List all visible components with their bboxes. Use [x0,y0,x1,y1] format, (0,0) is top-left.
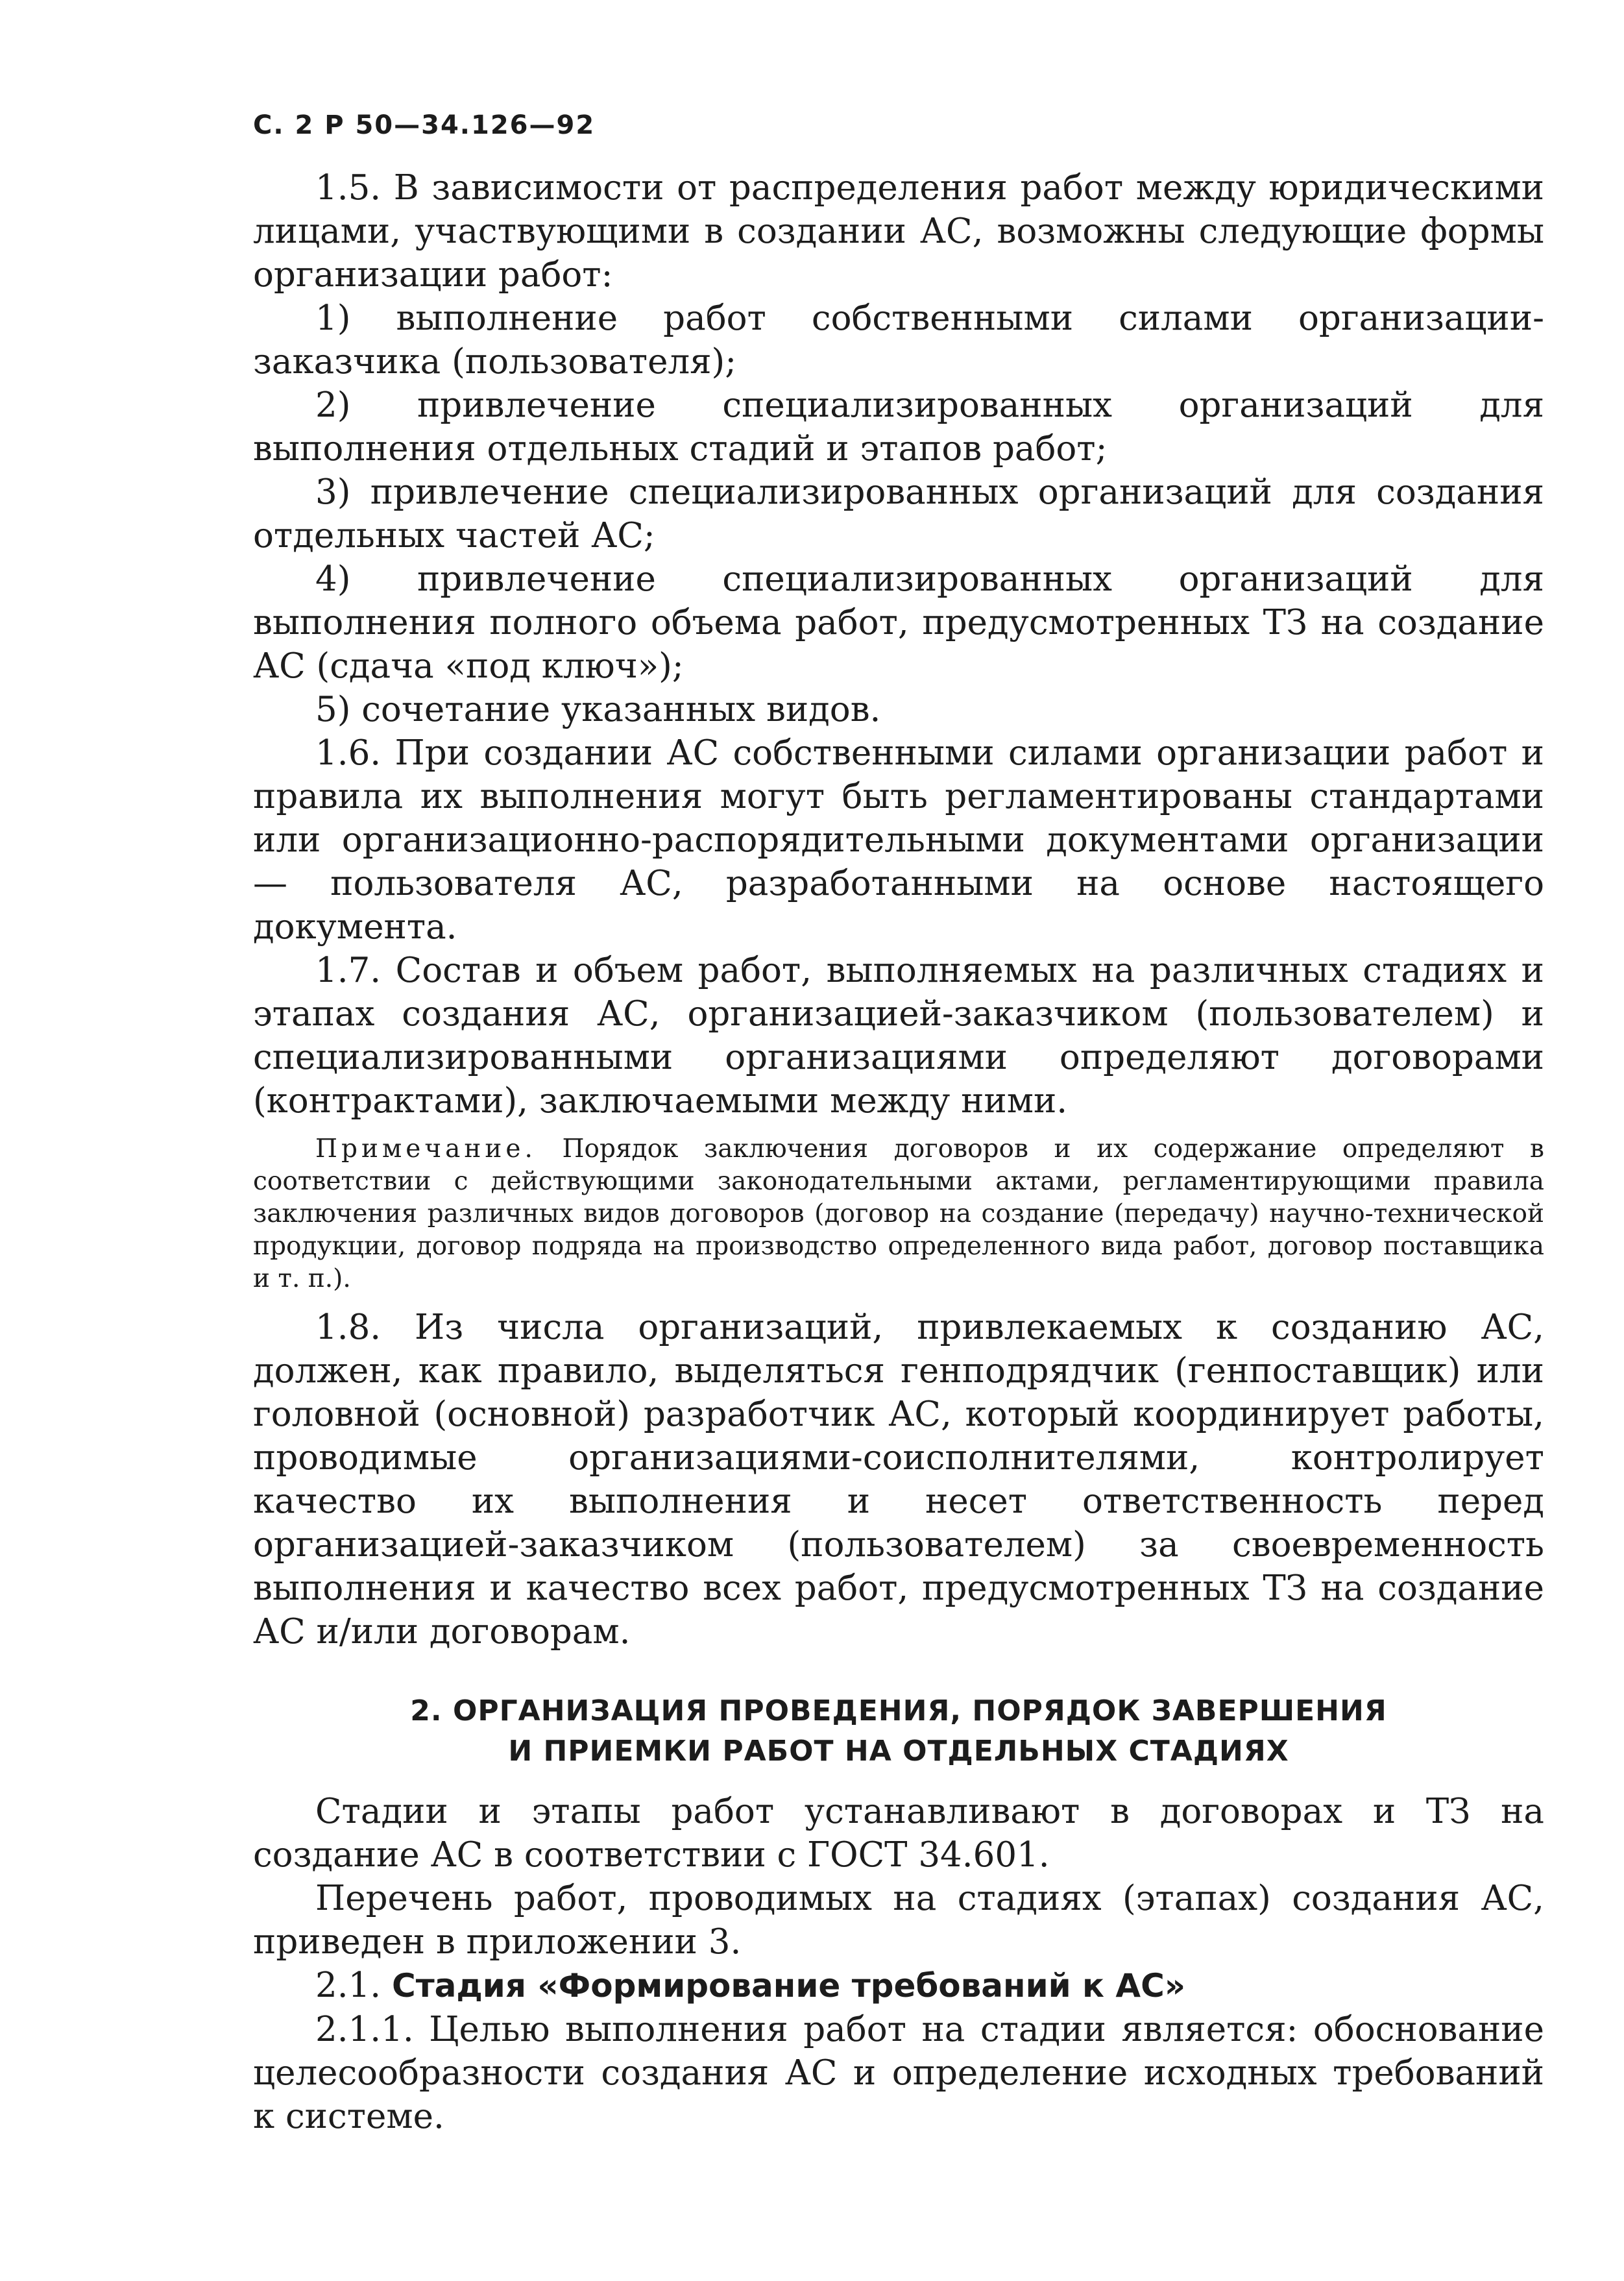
section-2-intro-2: Перечень работ, проводимых на стадиях (этапах) создания АС, приведен в приложении 3. [253,1879,1544,1962]
subsection-2-1-title: Стадия «Формирование требований к АС» [392,1967,1186,2005]
subsection-2-1-number: 2.1. [315,1966,382,2005]
list-item-5: 5) сочетание указанных видов. [315,690,881,729]
list-item-1: 1) выполнение работ собственными силами организации-заказчика (пользователя); [253,299,1544,382]
section-2-title [253,1691,1544,1772]
note-lead: Примечание. [315,1134,537,1164]
note-text: Порядок заключения договоров и их содержание определяют в соответствии с действующими законодательными актами, регламентирующими правила заключения различных видов договоров (договор на создание (передачу) научно-технической продукции, договор подряда на производство определенного вида работ, договор поставщика и т. п.). [253,1134,1544,1293]
section-2-intro-1: Стадии и этапы работ устанавливают в договорах и ТЗ на создание АС в соответствии с ГОСТ 34.601. [253,1792,1544,1875]
paragraph-1-8: 1.8. Из числа организаций, привлекаемых к созданию АС, должен, как правило, выделяться генподрядчик (генпоставщик) или головной (основной) разработчик АС, который координирует работы, проводимые организациями-соисполнителями, контролирует качество их выполнения и несет ответственность перед организацией-заказчиком (пользователем) за своевременность выполнения и качество всех работ, предусмотренных ТЗ на создание АС и/или договорам. [253,1308,1544,1652]
subsection-2-1-heading [253,1964,1544,2008]
list-item-4: 4) привлечение специализированных организаций для выполнения полного объема работ, предусмотренных ТЗ на создание АС (сдача «под ключ»); [253,559,1544,686]
running-head: С. 2 Р 50—34.126—92 [253,110,596,140]
list-item-3: 3) привлечение специализированных организаций для создания отдельных частей АС; [253,472,1544,555]
list-item-2: 2) привлечение специализированных организаций для выполнения отдельных стадий и этапов работ; [253,385,1544,469]
paragraph-1-7: 1.7. Состав и объем работ, выполняемых на различных стадиях и этапах создания АС, организацией-заказчиком (пользователем) и специализированными организациями определяют договорами (контрактами), заключаемыми между ними. [253,951,1544,1121]
paragraph-1-5: 1.5. В зависимости от распределения работ между юридическими лицами, участвующими в создании АС, возможны следующие формы организации работ: [253,168,1544,295]
note [253,1133,1544,1295]
section-2-title-line-1: 2. ОРГАНИЗАЦИЯ ПРОВЕДЕНИЯ, ПОРЯДОК ЗАВЕРШЕНИЯ [410,1694,1387,1727]
document-page [253,110,1544,2138]
section-2-title-line-2: И ПРИЕМКИ РАБОТ НА ОТДЕЛЬНЫХ СТАДИЯХ [508,1735,1289,1768]
paragraph-1-6: 1.6. При создании АС собственными силами организации работ и правила их выполнения могут быть регламентированы стандартами или организационно-распорядительными документами организации — пользователя АС, разработанными на основе настоящего документа. [253,733,1544,947]
paragraph-2-1-1: 2.1.1. Целью выполнения работ на стадии является: обоснование целесообразности создания АС и определение исходных требований к системе. [253,2010,1544,2136]
